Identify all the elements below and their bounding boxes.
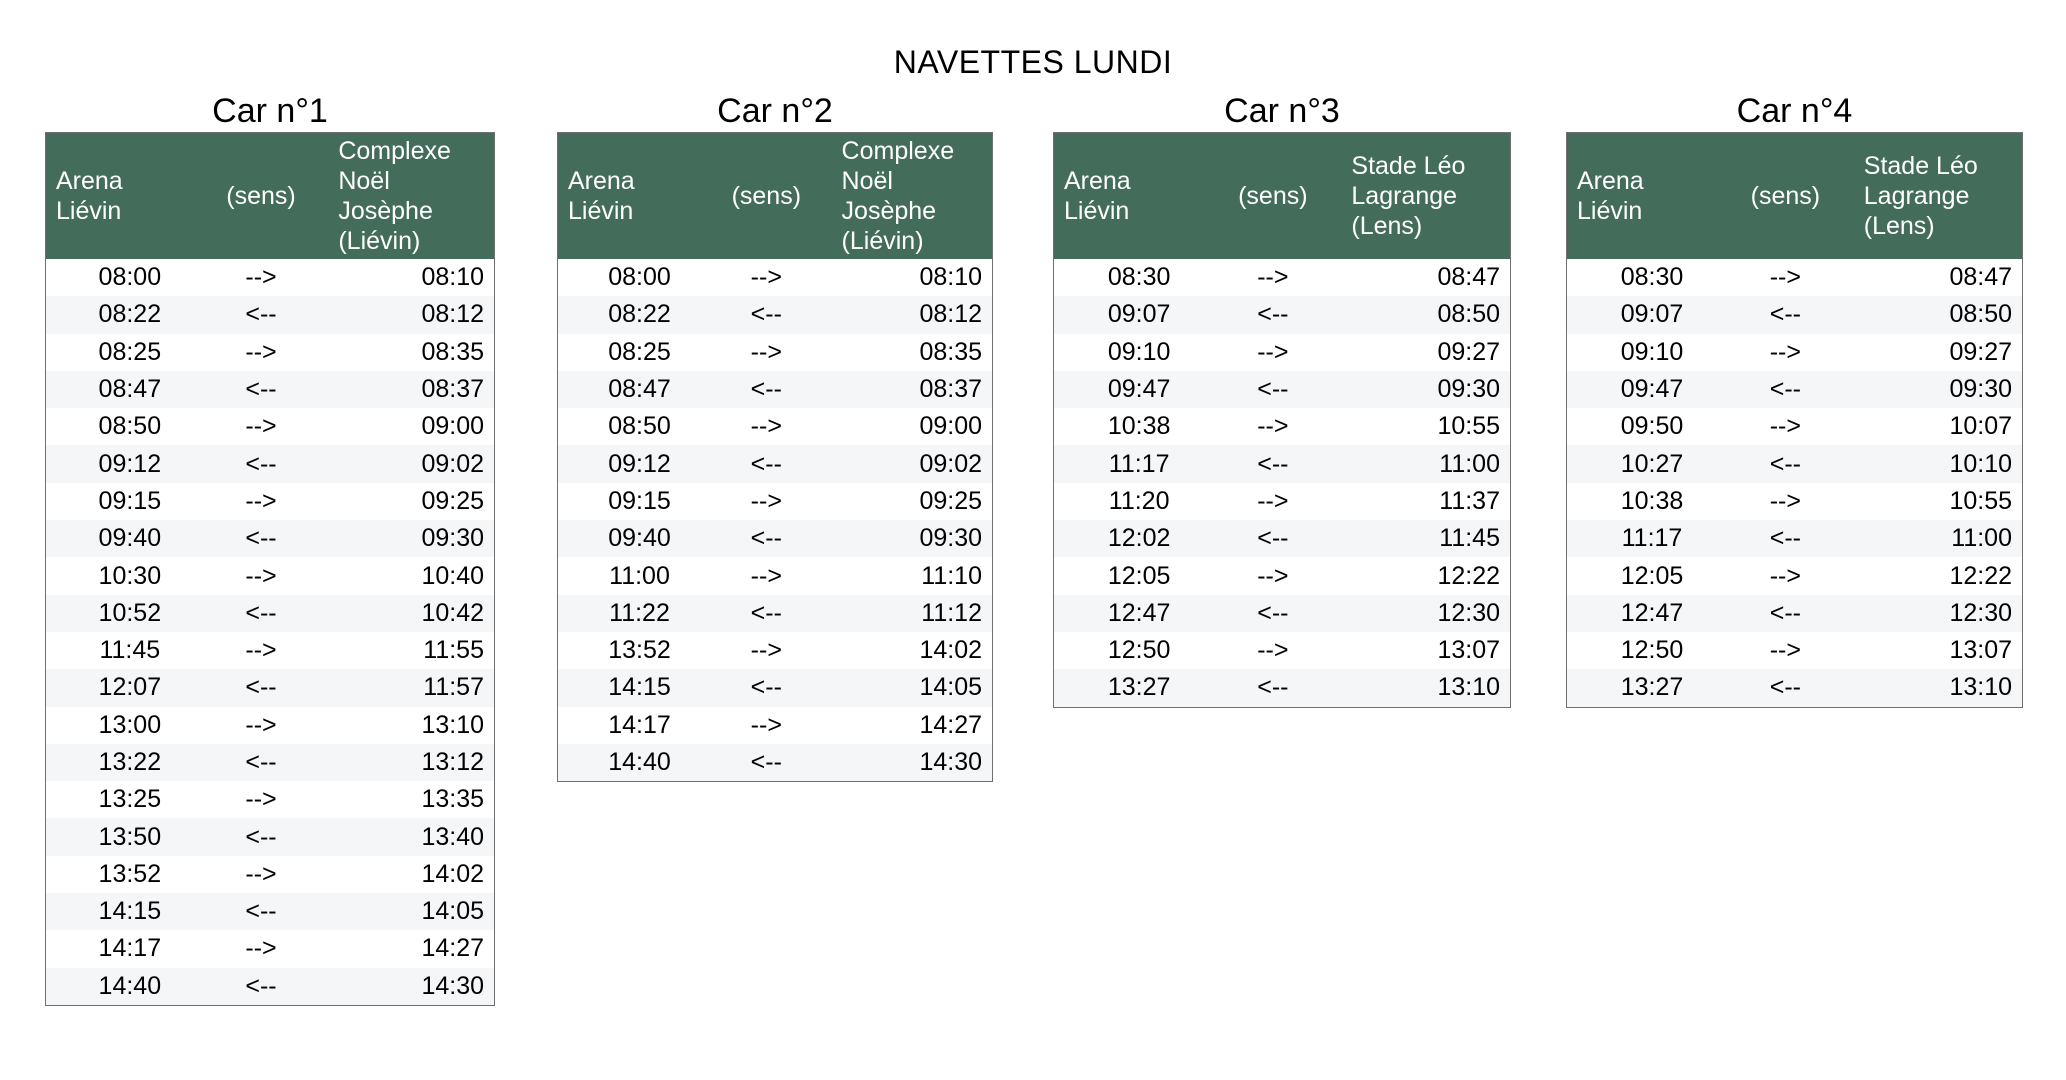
- arena-time: 12:47: [1567, 595, 1717, 632]
- table-header-row: [558, 133, 993, 260]
- direction-arrow: <--: [701, 744, 832, 782]
- table-row: [46, 371, 495, 408]
- destination-time: 11:57: [328, 669, 494, 706]
- table-row: [1567, 483, 2023, 520]
- table-header-row: [1054, 133, 1511, 260]
- destination-time: 14:05: [328, 893, 494, 930]
- destination-time: 13:10: [1341, 669, 1510, 707]
- direction-arrow: -->: [750, 710, 782, 739]
- table-row: [46, 818, 495, 855]
- car-title: Car n°2: [717, 92, 833, 130]
- destination-time: 09:00: [919, 412, 982, 441]
- header-direction: (sens): [194, 133, 329, 260]
- destination-time: 10:42: [328, 595, 494, 632]
- destination-time: 09:25: [919, 486, 982, 515]
- arena-time: 09:50: [1620, 412, 1684, 441]
- table-row: [1054, 334, 1511, 371]
- table-row: [46, 520, 495, 557]
- direction-arrow: -->: [1257, 412, 1289, 441]
- table-row: [1054, 669, 1511, 707]
- arena-time: 09:47: [1567, 371, 1717, 408]
- arena-time: 09:47: [1054, 371, 1205, 408]
- destination-time: 12:22: [1437, 561, 1500, 590]
- direction-arrow: -->: [1257, 337, 1289, 366]
- arena-time: 12:50: [1620, 636, 1684, 665]
- car-4-schedule: [1566, 90, 2023, 708]
- destination-time: 09:25: [421, 486, 484, 515]
- destination-time: 09:30: [832, 520, 993, 557]
- arena-time: 13:25: [98, 785, 162, 814]
- table-row: [46, 744, 495, 781]
- destination-time: 08:35: [919, 337, 982, 366]
- arena-time: 14:40: [46, 968, 194, 1006]
- arena-time: 14:15: [558, 669, 702, 706]
- direction-arrow: <--: [194, 744, 329, 781]
- direction-arrow: -->: [245, 710, 277, 739]
- header-departure-stop: Arena Liévin: [46, 133, 194, 260]
- direction-arrow: <--: [194, 595, 329, 632]
- table-row: [1567, 557, 2023, 594]
- destination-time: 14:30: [328, 968, 494, 1006]
- destination-time: 09:02: [328, 445, 494, 482]
- arena-time: 12:05: [1620, 561, 1684, 590]
- header-direction: (sens): [1204, 133, 1341, 260]
- direction-arrow: -->: [1769, 636, 1801, 665]
- table-row: [1054, 520, 1511, 557]
- table-row: [46, 259, 495, 296]
- destination-time: 08:10: [421, 263, 484, 292]
- direction-arrow: -->: [245, 412, 277, 441]
- direction-arrow: -->: [1769, 486, 1801, 515]
- direction-arrow: <--: [1717, 669, 1854, 707]
- destination-time: 11:37: [1439, 486, 1500, 515]
- direction-arrow: <--: [1717, 445, 1854, 482]
- destination-time: 10:55: [1949, 486, 2012, 515]
- direction-arrow: -->: [1769, 263, 1801, 292]
- table-row: [1567, 371, 2023, 408]
- table-row: [1567, 445, 2023, 482]
- destination-time: 11:00: [1341, 445, 1510, 482]
- destination-time: 13:12: [328, 744, 494, 781]
- table-row: [46, 334, 495, 371]
- table-row: [558, 707, 993, 744]
- table-row: [558, 557, 993, 594]
- header-direction: (sens): [1717, 133, 1854, 260]
- table-row: [46, 445, 495, 482]
- direction-arrow: <--: [1204, 296, 1341, 333]
- table-row: [558, 483, 993, 520]
- arena-time: 14:17: [98, 934, 162, 963]
- car-2-schedule: [557, 90, 993, 782]
- arena-time: 13:27: [1054, 669, 1205, 707]
- arena-time: 10:52: [46, 595, 194, 632]
- table-row: [1054, 445, 1511, 482]
- table-row: [558, 334, 993, 371]
- car-title: Car n°3: [1224, 92, 1340, 130]
- direction-arrow: <--: [701, 595, 832, 632]
- destination-time: 09:30: [328, 520, 494, 557]
- direction-arrow: -->: [245, 263, 277, 292]
- car-title: Car n°4: [1736, 92, 1853, 130]
- destination-time: 08:35: [421, 337, 484, 366]
- arena-time: 13:52: [98, 859, 162, 888]
- direction-arrow: -->: [1769, 337, 1801, 366]
- table-row: [46, 669, 495, 706]
- table-row: [1054, 296, 1511, 333]
- destination-time: 09:30: [1854, 371, 2023, 408]
- table-row: [558, 632, 993, 669]
- destination-time: 09:27: [1949, 337, 2012, 366]
- arena-time: 11:17: [1054, 445, 1205, 482]
- table-row: [1567, 259, 2023, 296]
- table-row: [558, 595, 993, 632]
- direction-arrow: -->: [750, 412, 782, 441]
- arena-time: 08:47: [558, 371, 702, 408]
- table-row: [46, 632, 495, 669]
- car-3-schedule: [1053, 90, 1511, 708]
- destination-time: 10:40: [421, 561, 484, 590]
- direction-arrow: <--: [1717, 371, 1854, 408]
- header-direction: (sens): [701, 133, 832, 260]
- table-row: [1054, 371, 1511, 408]
- table-row: [558, 371, 993, 408]
- arena-time: 08:25: [98, 337, 162, 366]
- arena-time: 10:30: [98, 561, 162, 590]
- arena-time: 08:50: [98, 412, 162, 441]
- destination-time: 09:27: [1437, 337, 1500, 366]
- destination-time: 14:27: [421, 934, 484, 963]
- direction-arrow: <--: [1717, 520, 1854, 557]
- direction-arrow: <--: [194, 371, 329, 408]
- arena-time: 10:27: [1567, 445, 1717, 482]
- destination-time: 13:40: [328, 818, 494, 855]
- arena-time: 08:47: [46, 371, 194, 408]
- arena-time: 09:10: [1620, 337, 1684, 366]
- schedule-table: [1566, 132, 2023, 708]
- destination-time: 11:12: [832, 595, 993, 632]
- direction-arrow: -->: [1257, 636, 1289, 665]
- direction-arrow: -->: [245, 636, 277, 665]
- table-row: [46, 968, 495, 1006]
- direction-arrow: <--: [194, 968, 329, 1006]
- arena-time: 12:05: [1107, 561, 1171, 590]
- destination-time: 14:30: [832, 744, 993, 782]
- arena-time: 10:38: [1620, 486, 1684, 515]
- direction-arrow: -->: [750, 561, 782, 590]
- arena-time: 11:17: [1567, 520, 1717, 557]
- arena-time: 09:12: [558, 445, 702, 482]
- direction-arrow: <--: [1717, 296, 1854, 333]
- arena-time: 09:07: [1567, 296, 1717, 333]
- arena-time: 08:00: [98, 263, 162, 292]
- arena-time: 13:22: [46, 744, 194, 781]
- destination-time: 10:07: [1949, 412, 2012, 441]
- table-row: [46, 893, 495, 930]
- table-row: [46, 781, 495, 818]
- header-departure-stop: Arena Liévin: [1054, 133, 1205, 260]
- direction-arrow: <--: [1204, 520, 1341, 557]
- car-title: Car n°1: [212, 92, 328, 130]
- direction-arrow: <--: [1204, 445, 1341, 482]
- arena-time: 09:15: [608, 486, 671, 515]
- direction-arrow: <--: [1204, 669, 1341, 707]
- arena-time: 11:22: [558, 595, 702, 632]
- table-row: [46, 408, 495, 445]
- arena-time: 13:27: [1567, 669, 1717, 707]
- table-row: [1567, 334, 2023, 371]
- table-row: [558, 296, 993, 333]
- destination-time: 09:30: [1341, 371, 1510, 408]
- destination-time: 12:30: [1341, 595, 1510, 632]
- arena-time: 13:52: [608, 636, 671, 665]
- arena-time: 09:12: [46, 445, 194, 482]
- direction-arrow: <--: [701, 669, 832, 706]
- direction-arrow: -->: [245, 561, 277, 590]
- destination-time: 11:00: [1854, 520, 2023, 557]
- destination-time: 11:55: [423, 636, 484, 665]
- table-row: [46, 856, 495, 893]
- table-row: [1054, 632, 1511, 669]
- table-row: [558, 408, 993, 445]
- direction-arrow: -->: [245, 934, 277, 963]
- destination-time: 08:12: [328, 296, 494, 333]
- direction-arrow: -->: [245, 337, 277, 366]
- arena-time: 08:50: [608, 412, 671, 441]
- arena-time: 14:15: [46, 893, 194, 930]
- arena-time: 13:50: [46, 818, 194, 855]
- direction-arrow: -->: [1257, 561, 1289, 590]
- table-row: [1567, 520, 2023, 557]
- destination-time: 14:27: [919, 710, 982, 739]
- destination-time: 12:22: [1949, 561, 2012, 590]
- direction-arrow: <--: [1204, 595, 1341, 632]
- destination-time: 14:02: [421, 859, 484, 888]
- table-row: [1054, 259, 1511, 296]
- destination-time: 14:02: [919, 636, 982, 665]
- table-row: [1054, 557, 1511, 594]
- table-row: [46, 707, 495, 744]
- header-arrival-stop: Stade Léo Lagrange (Lens): [1341, 133, 1510, 260]
- direction-arrow: <--: [194, 669, 329, 706]
- arena-time: 11:20: [1108, 486, 1170, 515]
- direction-arrow: <--: [701, 520, 832, 557]
- arena-time: 12:02: [1054, 520, 1205, 557]
- destination-time: 11:45: [1341, 520, 1510, 557]
- table-row: [46, 930, 495, 967]
- arena-time: 11:00: [609, 561, 670, 590]
- arena-time: 09:40: [558, 520, 702, 557]
- direction-arrow: -->: [1769, 412, 1801, 441]
- table-row: [1567, 595, 2023, 632]
- table-row: [1567, 408, 2023, 445]
- direction-arrow: <--: [194, 818, 329, 855]
- destination-time: 10:10: [1854, 445, 2023, 482]
- direction-arrow: -->: [1769, 561, 1801, 590]
- direction-arrow: -->: [750, 486, 782, 515]
- direction-arrow: <--: [701, 445, 832, 482]
- direction-arrow: <--: [1204, 371, 1341, 408]
- header-arrival-stop: Complexe Noël Josèphe (Liévin): [328, 133, 494, 260]
- destination-time: 08:47: [1949, 263, 2012, 292]
- direction-arrow: <--: [194, 445, 329, 482]
- destination-time: 11:10: [921, 561, 982, 590]
- destination-time: 08:50: [1854, 296, 2023, 333]
- car-1-schedule: [45, 90, 495, 1006]
- table-row: [1054, 483, 1511, 520]
- direction-arrow: <--: [1717, 595, 1854, 632]
- table-header-row: [1567, 133, 2023, 260]
- arena-time: 12:07: [46, 669, 194, 706]
- arena-time: 12:47: [1054, 595, 1205, 632]
- arena-time: 09:40: [46, 520, 194, 557]
- arena-time: 13:00: [98, 710, 162, 739]
- schedule-table: [557, 132, 993, 782]
- destination-time: 10:55: [1437, 412, 1500, 441]
- direction-arrow: -->: [750, 263, 782, 292]
- arena-time: 14:17: [608, 710, 671, 739]
- arena-time: 10:38: [1107, 412, 1171, 441]
- table-header-row: [46, 133, 495, 260]
- header-arrival-stop: Complexe Noël Josèphe (Liévin): [832, 133, 993, 260]
- direction-arrow: -->: [245, 859, 277, 888]
- schedule-table: [45, 132, 495, 1006]
- header-arrival-stop: Stade Léo Lagrange (Lens): [1854, 133, 2023, 260]
- direction-arrow: -->: [750, 636, 782, 665]
- arena-time: 09:07: [1054, 296, 1205, 333]
- table-row: [46, 557, 495, 594]
- destination-time: 08:10: [919, 263, 982, 292]
- table-row: [1054, 408, 1511, 445]
- table-row: [1054, 595, 1511, 632]
- table-row: [46, 296, 495, 333]
- destination-time: 08:50: [1341, 296, 1510, 333]
- destination-time: 13:10: [421, 710, 484, 739]
- arena-time: 08:30: [1107, 263, 1171, 292]
- direction-arrow: <--: [701, 371, 832, 408]
- arena-time: 08:22: [46, 296, 194, 333]
- destination-time: 08:37: [328, 371, 494, 408]
- arena-time: 09:15: [98, 486, 162, 515]
- arena-time: 08:30: [1620, 263, 1684, 292]
- destination-time: 13:10: [1854, 669, 2023, 707]
- table-row: [558, 445, 993, 482]
- direction-arrow: -->: [1257, 486, 1289, 515]
- table-row: [558, 744, 993, 782]
- arena-time: 08:00: [608, 263, 671, 292]
- table-row: [558, 259, 993, 296]
- table-row: [46, 595, 495, 632]
- direction-arrow: -->: [245, 486, 277, 515]
- arena-time: 08:22: [558, 296, 702, 333]
- direction-arrow: <--: [194, 296, 329, 333]
- direction-arrow: -->: [1257, 263, 1289, 292]
- arena-time: 11:45: [99, 636, 161, 665]
- table-row: [558, 669, 993, 706]
- table-row: [1567, 669, 2023, 707]
- destination-time: 08:12: [832, 296, 993, 333]
- destination-time: 13:07: [1437, 636, 1500, 665]
- destination-time: 13:07: [1949, 636, 2012, 665]
- destination-time: 08:47: [1437, 263, 1500, 292]
- destination-time: 09:00: [421, 412, 484, 441]
- table-row: [1567, 632, 2023, 669]
- header-departure-stop: Arena Liévin: [558, 133, 702, 260]
- arena-time: 08:25: [608, 337, 671, 366]
- arena-time: 14:40: [558, 744, 702, 782]
- table-row: [46, 483, 495, 520]
- arena-time: 12:50: [1107, 636, 1171, 665]
- destination-time: 09:02: [832, 445, 993, 482]
- direction-arrow: <--: [194, 893, 329, 930]
- destination-time: 13:35: [421, 785, 484, 814]
- schedule-table: [1053, 132, 1511, 708]
- direction-arrow: -->: [750, 337, 782, 366]
- header-departure-stop: Arena Liévin: [1567, 133, 1717, 260]
- destination-time: 14:05: [832, 669, 993, 706]
- arena-time: 09:10: [1107, 337, 1171, 366]
- destination-time: 08:37: [832, 371, 993, 408]
- destination-time: 12:30: [1854, 595, 2023, 632]
- table-row: [1567, 296, 2023, 333]
- direction-arrow: <--: [701, 296, 832, 333]
- table-row: [558, 520, 993, 557]
- direction-arrow: -->: [245, 785, 277, 814]
- page-title: NAVETTES LUNDI: [893, 44, 1173, 80]
- direction-arrow: <--: [194, 520, 329, 557]
